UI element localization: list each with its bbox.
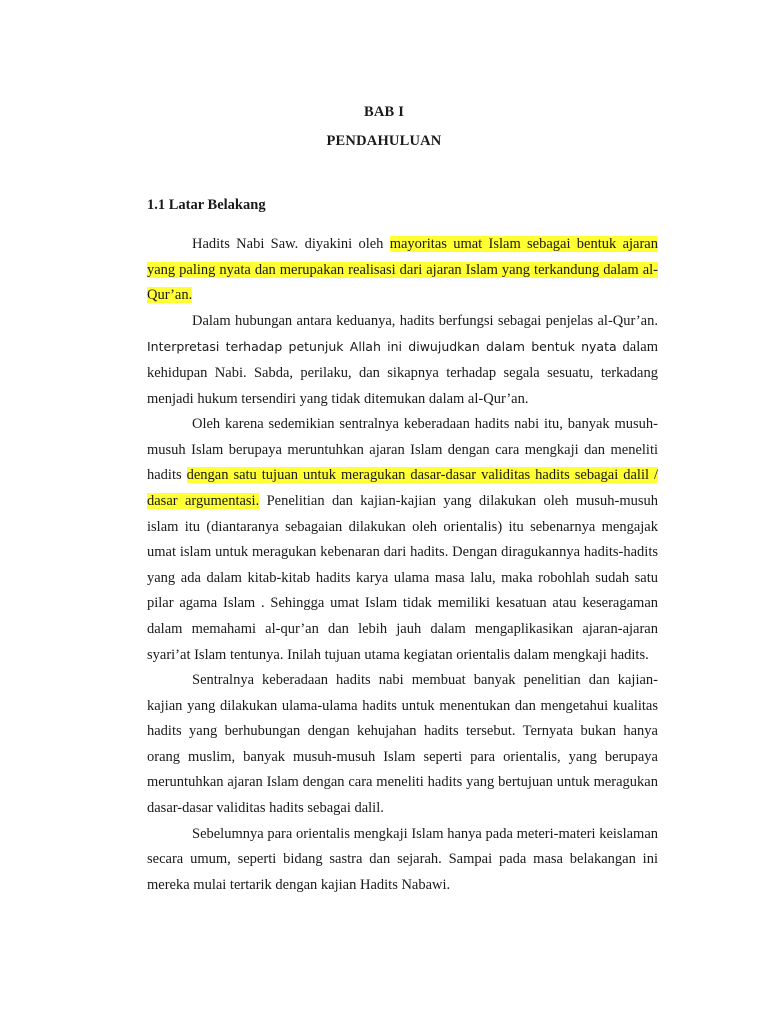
paragraph (147, 412, 658, 668)
text-segment: Dalam hubungan antara keduanya, hadits berfungsi sebagai penjelas al-Qur’an. (192, 312, 658, 329)
paragraph (147, 668, 658, 822)
text-segment-sans: Interpretasi terhadap petunjuk Allah ini diwujudkan dalam bentuk nyata (147, 339, 617, 355)
chapter-subtitle: PENDAHULUAN (326, 133, 442, 149)
highlighted-text: dengan satu tujuan untuk meragukan dasar-dasar validitas hadits sebagai dalil / dasar argumentasi. (147, 467, 658, 509)
section-heading: 1.1 Latar Belakang (147, 197, 266, 213)
body-text (147, 232, 658, 898)
text-segment: Penelitian dan kajian-kajian yang dilakukan oleh musuh-musuh islam itu (diantaranya sebagaian dilakukan oleh orientalis) itu sebenarnya mengajak umat islam untuk meragukan kebenaran dari hadits. Dengan diragukannya hadits-hadits yang ada dalam kitab-kitab hadits karya ulama masa lalu, maka robohlah sudah satu pilar agama Islam . Sehingga umat Islam tidak memiliki kesatuan atau keseragaman dalam memahami al-qur’an dan lebih jauh dalam mengaplikasikan ajaran-ajaran syari’at Islam tentunya. Inilah tujuan utama kegiatan orientalis dalam mengkaji hadits. (147, 492, 659, 663)
chapter-title: BAB I (363, 104, 405, 120)
text-segment: Sebelumnya para orientalis mengkaji Islam hanya pada meteri-materi keislaman secara umum, seperti bidang sastra dan sejarah. Sampai pada masa belakangan ini mereka mulai tertarik dengan kajian Hadits Nabawi. (147, 825, 658, 893)
paragraph (147, 232, 658, 309)
text-segment: Sentralnya keberadaan hadits nabi membuat banyak penelitian dan kajian-kajian yang dilakukan ulama-ulama hadits untuk menentukan dan mengetahui kualitas hadits yang berhubungan dengan kehujahan hadits tersebut. Ternyata bukan hanya orang muslim, banyak musuh-musuh Islam seperti para orientalis, yang berupaya meruntuhkan ajaran Islam dengan cara meneliti hadits yang bertujuan untuk meragukan dasar-dasar validitas hadits sebagai dalil. (147, 672, 658, 817)
text-segment: dalam kehidupan Nabi. Sabda, perilaku, dan sikapnya terhadap segala sesuatu, terkadang menjadi hukum tersendiri yang tidak ditemukan dalam al-Qur’an. (147, 339, 658, 407)
highlighted-text: mayoritas umat Islam sebagai bentuk ajaran yang paling nyata dan merupakan realisasi dari ajaran Islam yang terkandung dalam al-Qur’an. (147, 236, 658, 304)
text-segment: Oleh karena sedemikian sentralnya keberadaan hadits nabi itu, banyak musuh-musuh Islam berupaya meruntuhkan ajaran Islam dengan cara mengkaji dan meneliti hadits (147, 416, 658, 484)
paragraph (147, 822, 658, 899)
paragraph (147, 309, 658, 412)
text-segment: Hadits Nabi Saw. diyakini oleh (192, 236, 390, 252)
